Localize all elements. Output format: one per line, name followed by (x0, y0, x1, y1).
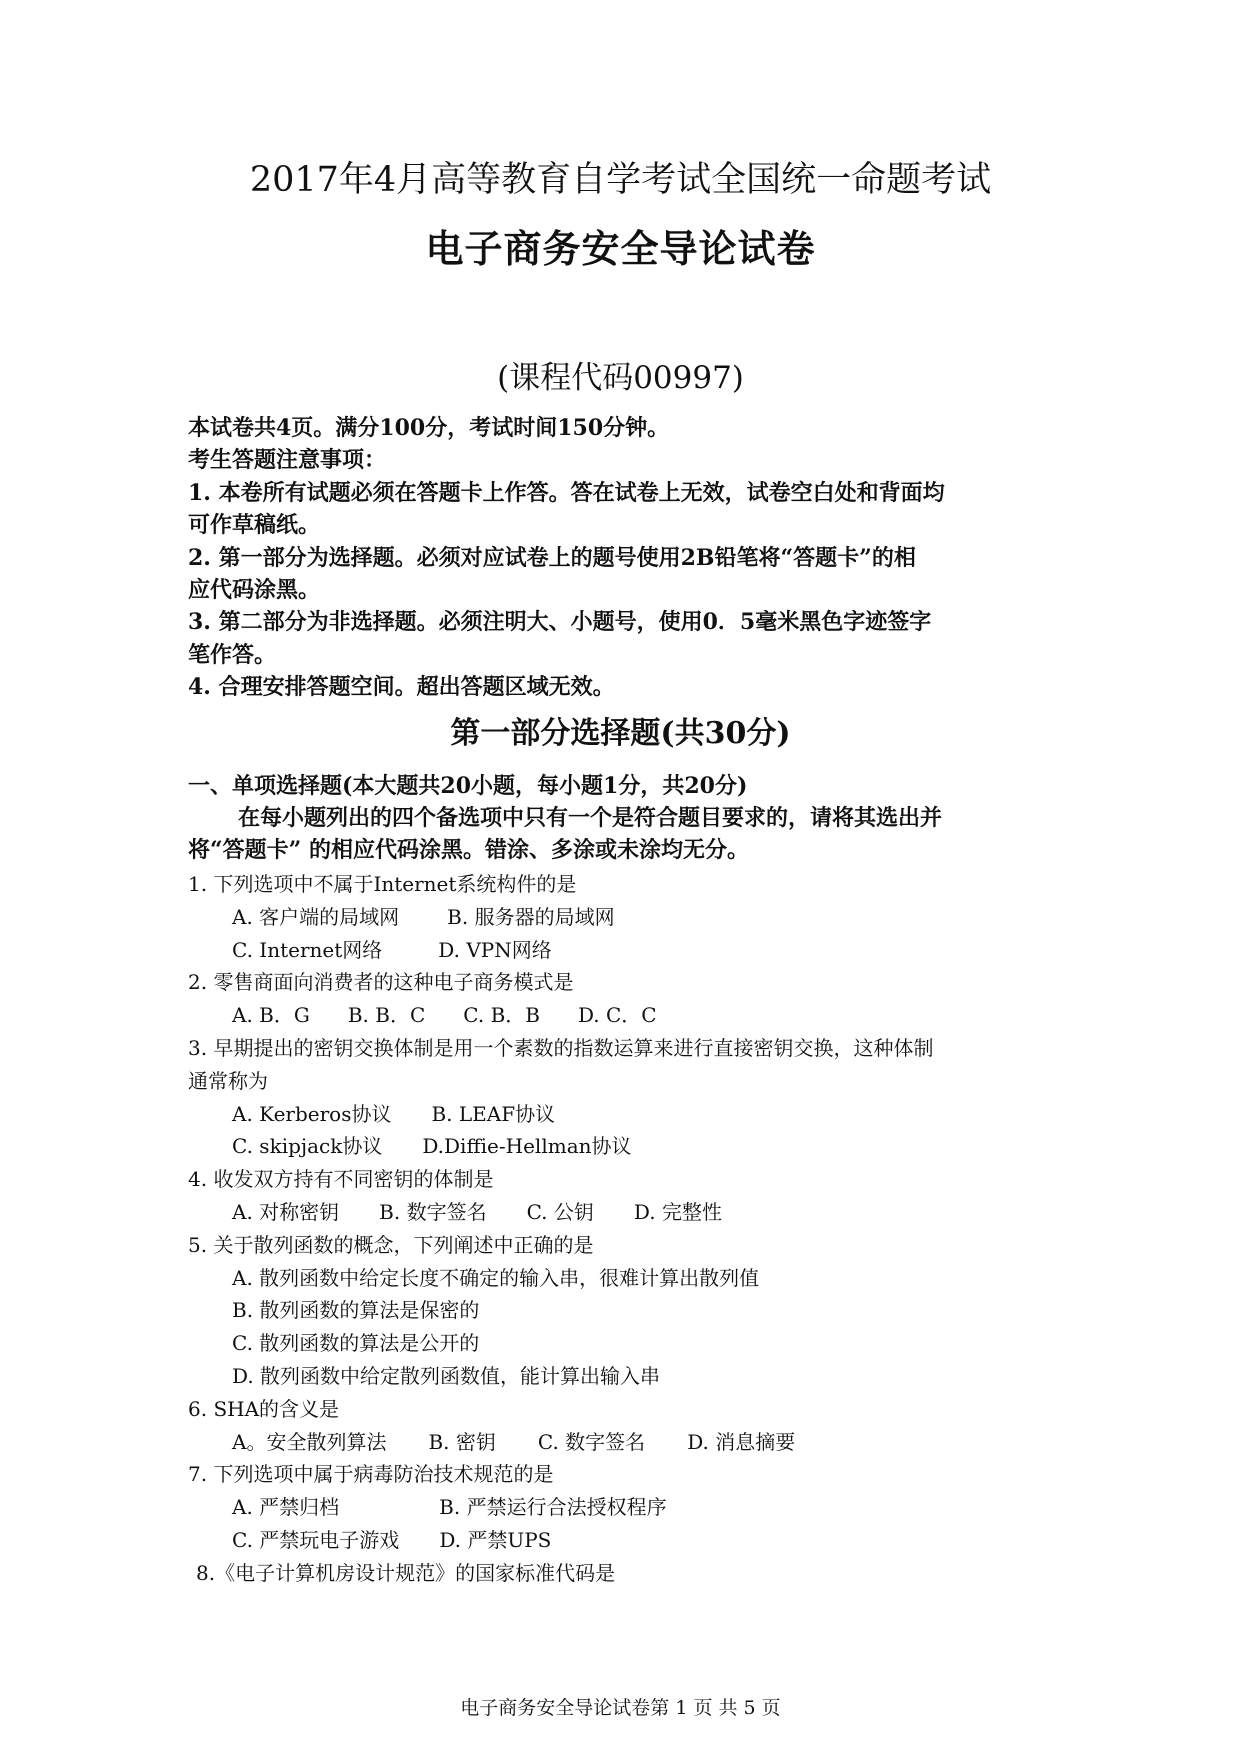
instruction-item-4: 4. 合理安排答题空间。超出答题区域无效。 (188, 674, 615, 701)
question-4-option-a: A. 对称密钥 (232, 1199, 340, 1224)
instruction-item-1-cont: 可作草稿纸。 (188, 512, 321, 539)
instruction-item-2-cont: 应代码涂黑。 (188, 577, 321, 604)
part-heading: 第一部分选择题(共30分) (450, 716, 791, 751)
question-2-option-a: A. B．G (232, 1003, 310, 1028)
question-2-option-b: B. B．C (347, 1003, 426, 1028)
question-3-option-c: C. skipjack协议 (232, 1134, 383, 1159)
question-1-option-a: A. 客户端的局域网 (232, 904, 400, 929)
exam-title: 2017年4月高等教育自学考试全国统一命题考试 (249, 160, 992, 200)
question-6-option-c: C. 数字签名 (537, 1429, 646, 1454)
question-7-stem: 7. 下列选项中属于病毒防治技术规范的是 (188, 1462, 554, 1487)
question-6-option-b: B. 密钥 (428, 1429, 496, 1454)
instruction-item-3: 3. 第二部分为非选择题。必须注明大、小题号，使用0．5毫米黑色字迹签字 (188, 609, 932, 636)
question-5-option-b: B. 散列函数的算法是保密的 (232, 1298, 480, 1323)
question-7-options-row-2 (188, 1524, 1068, 1557)
question-1-stem: 1. 下列选项中不属于Internet系统构件的是 (188, 872, 577, 896)
question-3-stem-cont: 通常称为 (188, 1068, 268, 1093)
question-1-option-c: C. Internet网络 (232, 937, 383, 962)
question-3-option-a: A. Kerberos协议 (232, 1101, 392, 1126)
question-8-stem: 8.《电子计算机房设计规范》的国家标准代码是 (196, 1560, 616, 1585)
section-title: 一、单项选择题(本大题共20小题，每小题1分，共20分) (188, 773, 748, 799)
question-7-option-c: C. 严禁玩电子游戏 (232, 1527, 400, 1552)
section-note: 在每小题列出的四个备选项中只有一个是符合题目要求的，请将其选出并 (238, 805, 943, 831)
course-code: (课程代码00997) (497, 360, 744, 396)
instruction-heading: 考生答题注意事项： (188, 447, 387, 474)
question-6-options (188, 1426, 1068, 1459)
question-5-stem: 5. 关于散列函数的概念，下列阐述中正确的是 (188, 1232, 594, 1257)
question-4-stem: 4. 收发双方持有不同密钥的体制是 (188, 1167, 494, 1192)
question-1-option-d: D. VPN网络 (438, 937, 552, 962)
section-header (188, 770, 1068, 866)
question-6-stem: 6. SHA的含义是 (188, 1396, 340, 1421)
question-7-option-d: D. 严禁UPS (439, 1527, 552, 1552)
section-note-cont: 将“答题卡” 的相应代码涂黑。错涂、多涂或未涂均无分。 (188, 837, 749, 863)
question-6-option-d: D. 消息摘要 (687, 1429, 796, 1454)
question-3-options-row-1 (188, 1098, 1068, 1131)
question-1-option-b: B. 服务器的局域网 (447, 904, 615, 929)
question-7-option-b: B. 严禁运行合法授权程序 (439, 1495, 667, 1520)
exam-instructions (188, 412, 1068, 704)
question-6-option-a: A。安全散列算法 (232, 1429, 387, 1454)
instruction-item-1: 1. 本卷所有试题必须在答题卡上作答。答在试卷上无效，试卷空白处和背面均 (188, 479, 945, 506)
question-4-options (188, 1196, 1068, 1229)
question-2-option-c: C. B．B (463, 1003, 540, 1028)
paper-title: 电子商务安全导论试卷 (425, 226, 816, 271)
question-5-option-a: A. 散列函数中给定长度不确定的输入串，很难计算出散列值 (232, 1265, 760, 1290)
question-5-option-d: D. 散列函数中给定散列函数值，能计算出输入串 (232, 1363, 661, 1388)
instruction-summary: 本试卷共4页。满分100分，考试时间150分钟。 (188, 415, 670, 441)
instruction-item-3-cont: 笔作答。 (188, 641, 277, 668)
question-4-option-d: D. 完整性 (633, 1199, 722, 1224)
question-2-options (188, 999, 1068, 1032)
question-list (188, 868, 1068, 1590)
question-1-options-row-1 (188, 901, 1068, 934)
question-2-option-d: D. C．C (577, 1003, 657, 1028)
question-3-option-b: B. LEAF协议 (431, 1101, 556, 1126)
question-1-options-row-2 (188, 934, 1068, 967)
question-2-stem: 2. 零售商面向消费者的这种电子商务模式是 (188, 970, 574, 995)
question-7-option-a: A. 严禁归档 (232, 1495, 340, 1520)
question-4-option-b: B. 数字签名 (379, 1199, 487, 1224)
question-7-options-row-1 (188, 1491, 1068, 1524)
question-4-option-c: C. 公钥 (526, 1199, 594, 1224)
question-3-option-d: D.Diffie-Hellman协议 (422, 1134, 632, 1159)
question-3-options-row-2 (188, 1130, 1068, 1163)
instruction-item-2: 2. 第一部分为选择题。必须对应试卷上的题号使用2B铅笔将“答题卡”的相 (188, 544, 916, 571)
page-footer: 电子商务安全导论试卷第 1 页 共 5 页 (460, 1697, 781, 1719)
question-5-option-c: C. 散列函数的算法是公开的 (232, 1331, 480, 1356)
question-3-stem: 3. 早期提出的密钥交换体制是用一个素数的指数运算来进行直接密钥交换，这种体制 (188, 1035, 934, 1060)
